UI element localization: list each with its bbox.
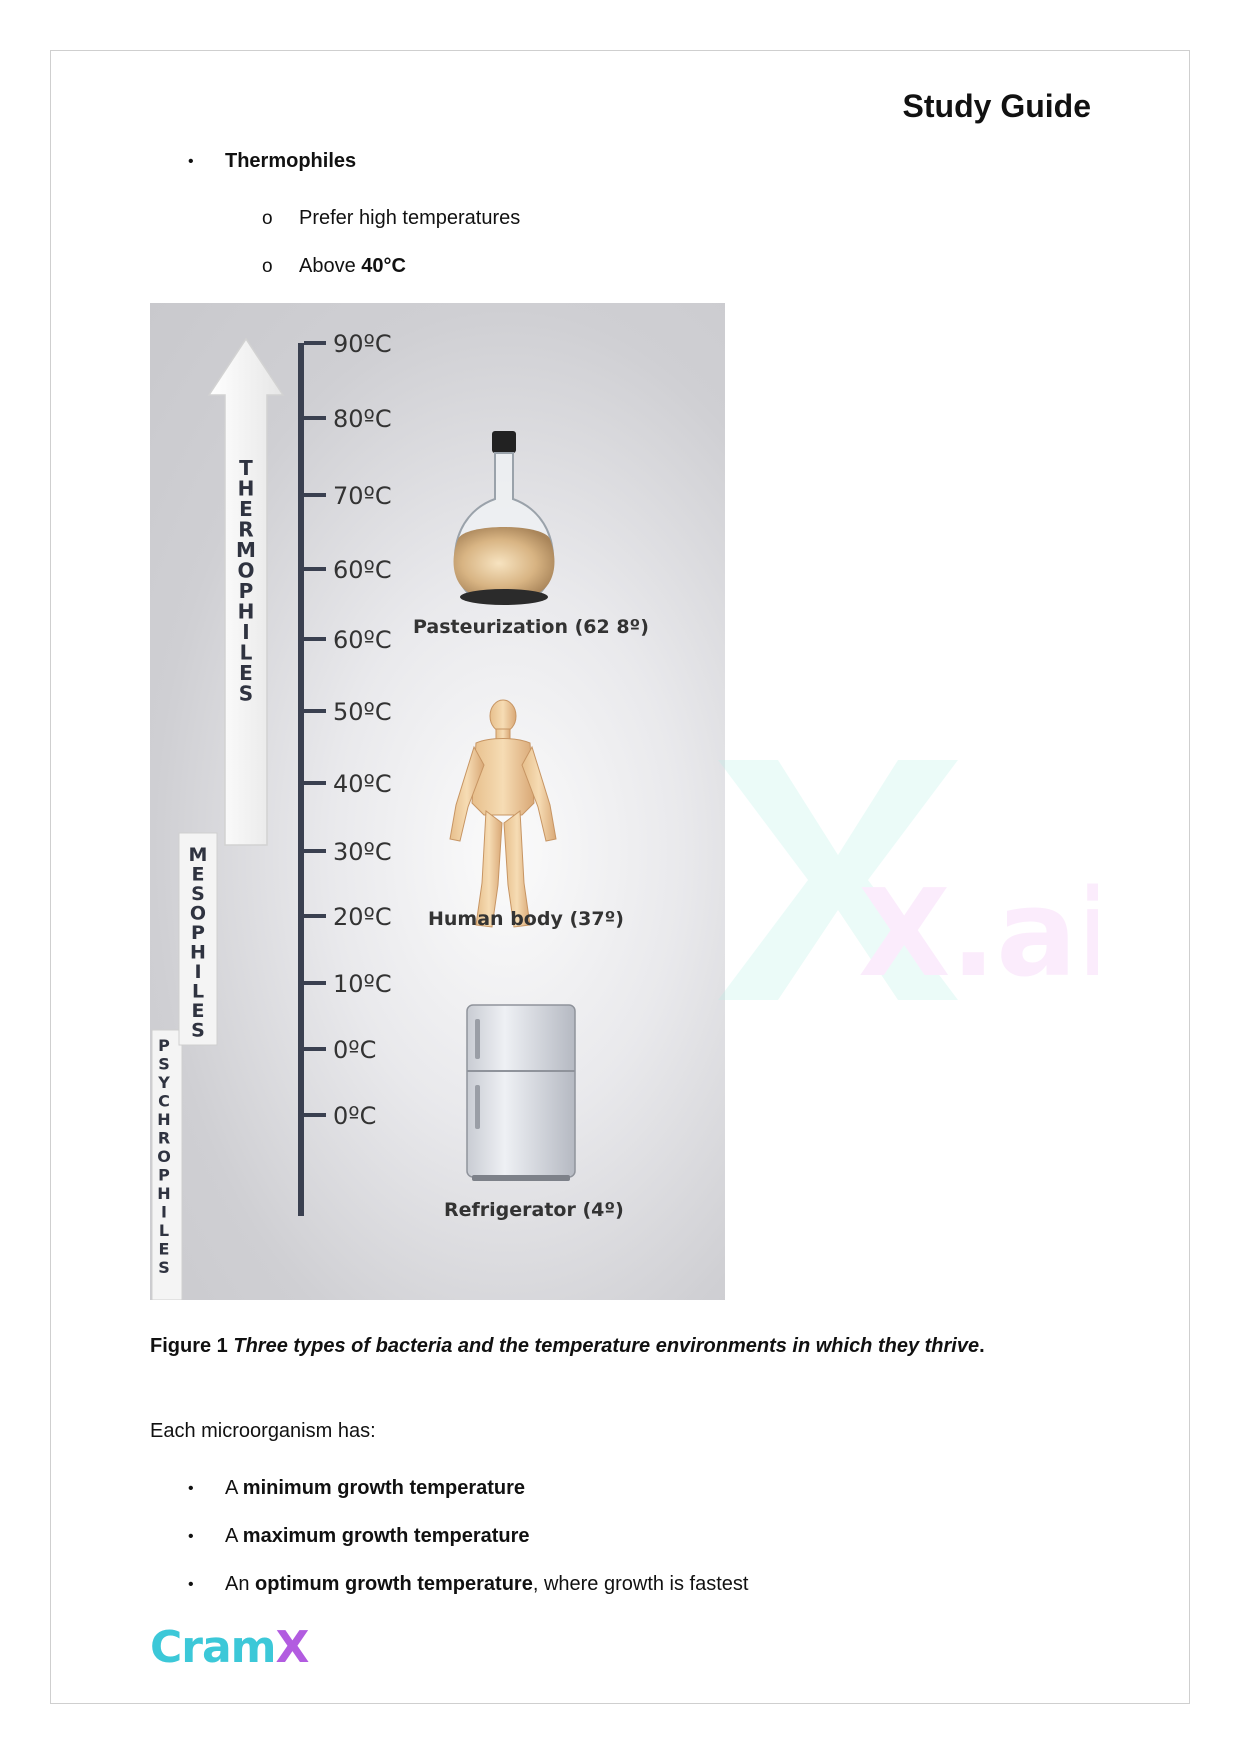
vertical-letter: P bbox=[158, 1036, 170, 1055]
pasteurization-label: Pasteurization (62 8º) bbox=[413, 616, 649, 638]
scale-label: 0ºC bbox=[333, 1036, 377, 1064]
scale-tick bbox=[304, 567, 326, 571]
item-prefix: An bbox=[225, 1573, 256, 1595]
vertical-letter: H bbox=[190, 941, 206, 964]
scale-label: 30ºC bbox=[333, 838, 392, 866]
vertical-letter: S bbox=[238, 681, 254, 706]
vertical-letter: P bbox=[238, 579, 254, 603]
scale-tick bbox=[304, 341, 326, 345]
scale-tick bbox=[304, 981, 326, 985]
scale-label: 40ºC bbox=[333, 770, 392, 798]
scale-label: 20ºC bbox=[333, 903, 392, 931]
vertical-letter: L bbox=[191, 980, 205, 1003]
growth-list-item bbox=[188, 1477, 525, 1500]
vertical-letter: H bbox=[237, 476, 255, 501]
thermophiles-bullet bbox=[188, 150, 356, 173]
vertical-letter: E bbox=[239, 661, 253, 685]
bullet-marker: • bbox=[188, 1575, 194, 1593]
vertical-letter: I bbox=[194, 961, 202, 983]
scale-label: 60ºC bbox=[333, 626, 392, 654]
intro-text: Each microorganism has: bbox=[150, 1420, 376, 1442]
scale-label: 80ºC bbox=[333, 405, 392, 433]
scale-label: 70ºC bbox=[333, 482, 392, 510]
vertical-letter: O bbox=[237, 558, 255, 583]
vertical-letter: L bbox=[158, 1221, 170, 1240]
thermophiles-heading: Thermophiles bbox=[225, 150, 357, 172]
scale-bar bbox=[298, 343, 304, 1216]
bullet-marker: • bbox=[188, 152, 194, 170]
vertical-letter: E bbox=[158, 1239, 170, 1259]
logo-text: Cram bbox=[150, 1622, 276, 1673]
vertical-letter: H bbox=[157, 1110, 171, 1129]
item-bold: minimum growth temperature bbox=[242, 1477, 526, 1499]
subitem-text: Prefer high temperatures bbox=[299, 207, 521, 229]
caption-text: Three types of bacteria and the temperature environments in which they thrive bbox=[233, 1335, 980, 1357]
item-prefix: A bbox=[225, 1477, 243, 1499]
thermophiles-subitem bbox=[262, 255, 406, 278]
vertical-letter: S bbox=[191, 883, 205, 905]
cramx-watermark bbox=[708, 760, 1098, 1000]
item-prefix: A bbox=[225, 1525, 243, 1547]
vertical-letter: S bbox=[191, 1019, 205, 1042]
temperature-scale-illustration bbox=[150, 303, 725, 1300]
subitem-text: Above bbox=[299, 255, 362, 277]
growth-list-item bbox=[188, 1525, 530, 1548]
figure-caption bbox=[150, 1335, 985, 1358]
flask-image bbox=[454, 431, 555, 605]
scale-tick bbox=[304, 416, 326, 420]
human-body-label: Human body (37º) bbox=[428, 908, 624, 930]
scale-tick bbox=[304, 493, 326, 497]
vertical-letter: I bbox=[161, 1202, 167, 1222]
vertical-letter: O bbox=[189, 902, 207, 925]
vertical-letter: R bbox=[157, 1128, 171, 1148]
item-bold: maximum growth temperature bbox=[242, 1525, 530, 1547]
vertical-letter: Y bbox=[158, 1073, 170, 1092]
growth-list-item bbox=[188, 1573, 748, 1596]
item-bold: optimum growth temperature bbox=[255, 1573, 533, 1595]
scale-tick bbox=[304, 637, 326, 641]
subitem-bold-value: 40°C bbox=[361, 255, 406, 277]
vertical-letter: R bbox=[238, 517, 254, 542]
item-suffix: , where growth is fastest bbox=[532, 1573, 749, 1595]
refrigerator-image bbox=[467, 1005, 575, 1181]
scale-label: 90ºC bbox=[333, 330, 392, 358]
bullet-marker: • bbox=[188, 1527, 194, 1545]
scale-tick bbox=[304, 1047, 326, 1051]
scale-ticks bbox=[304, 330, 392, 1130]
vertical-letter: E bbox=[191, 863, 205, 886]
vertical-letter: P bbox=[191, 922, 205, 944]
sub-bullet-marker: o bbox=[262, 255, 273, 277]
vertical-letter: P bbox=[158, 1165, 170, 1185]
vertical-letter: O bbox=[157, 1147, 171, 1166]
vertical-letter: T bbox=[239, 456, 253, 480]
vertical-letter: S bbox=[158, 1054, 170, 1074]
vertical-letter: H bbox=[157, 1184, 171, 1203]
scale-tick bbox=[304, 914, 326, 918]
bullet-marker: • bbox=[188, 1479, 194, 1497]
logo-accent: X bbox=[275, 1622, 309, 1673]
scale-label: 0ºC bbox=[333, 1102, 377, 1130]
vertical-letter: C bbox=[158, 1091, 170, 1111]
vertical-letter: E bbox=[239, 497, 253, 521]
vertical-letter: M bbox=[188, 844, 208, 866]
vertical-letter: S bbox=[158, 1258, 170, 1277]
scale-tick bbox=[304, 709, 326, 713]
scale-tick bbox=[304, 849, 326, 853]
vertical-letter: M bbox=[236, 538, 256, 562]
refrigerator-label: Refrigerator (4º) bbox=[444, 1199, 624, 1221]
sub-bullet-marker: o bbox=[262, 207, 273, 229]
scale-label: 10ºC bbox=[333, 970, 392, 998]
vertical-letter: I bbox=[242, 620, 250, 644]
caption-suffix: . bbox=[979, 1335, 985, 1357]
scale-label: 50ºC bbox=[333, 698, 392, 726]
psychrophiles-label bbox=[157, 1036, 171, 1277]
page-title: Study Guide bbox=[902, 88, 1091, 124]
caption-prefix: Figure 1 bbox=[150, 1335, 234, 1357]
temperature-figure bbox=[150, 303, 725, 1300]
cramx-logo bbox=[150, 1622, 308, 1673]
thermophiles-subitem bbox=[262, 207, 520, 230]
vertical-letter: E bbox=[191, 1000, 205, 1022]
vertical-letter: H bbox=[237, 599, 255, 624]
scale-tick bbox=[304, 1113, 326, 1117]
vertical-letter: L bbox=[239, 640, 253, 665]
scale-label: 60ºC bbox=[333, 556, 392, 584]
watermark-text: X.ai bbox=[858, 865, 1098, 1000]
scale-tick bbox=[304, 781, 326, 785]
human-body-image bbox=[450, 700, 556, 927]
